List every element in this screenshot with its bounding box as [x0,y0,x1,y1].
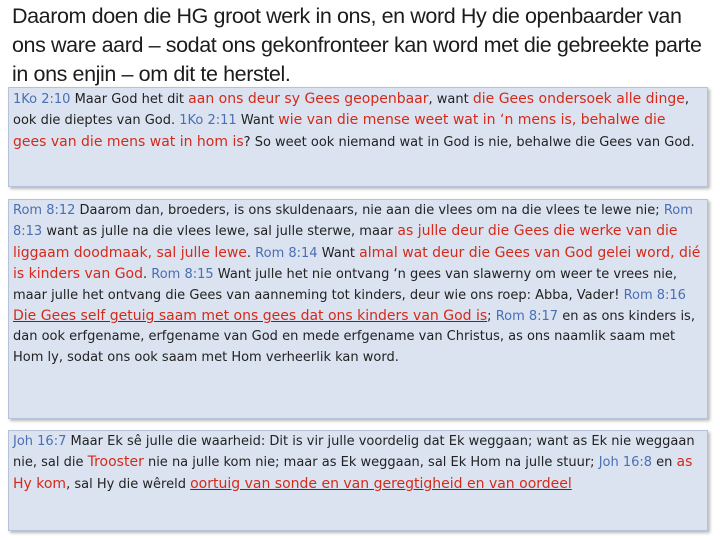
verse-text: . [246,245,256,261]
verse-text: , want [428,92,473,107]
verse-text: Want [240,113,279,129]
highlighted-underlined-phrase: oortuig van sonde en van geregtigheid en van oordeel [190,475,572,492]
verse-reference: Rom 8:15 [151,267,218,283]
slide-title: Daarom doen die HG groot werk in ons, en word Hy die openbaarder van ons ware aard – sodat ons gekonfronteer kan word met die gebreekte parte in ons enjin – om dit te herstel. [12,4,702,86]
verse-reference: Joh 16:7 [13,434,71,449]
verse-reference: 1Ko 2:10 [13,92,75,107]
verse-text: Want julle het nie ontvang ‘n gees van slawerny om weer te vrees nie, maar julle het ontvang die Gees van aanneming tot kinders, deur wie ons roep: Abba, Vader! [13,267,678,303]
scripture-box-2 [8,199,708,419]
passage-text [13,89,703,153]
verse-text: nie na julle kom nie; maar as Ek weggaan, sal Ek Hom na julle stuur; [143,455,599,471]
verse-reference: Rom 8:12 [13,203,80,218]
passage-text [13,201,703,368]
highlighted-phrase: almal wat deur die Gees van God gelei word, dié is kinders van God [13,244,701,283]
verse-text: want as julle na die vlees lewe, sal julle sterwe, maar [46,224,398,240]
verse-text: . [143,267,152,283]
verse-text: Maar Ek sê julle die waarheid: Dit is vir julle voordelig dat Ek weggaan; want as Ek nie weggaan nie, sal die [13,434,695,471]
highlighted-phrase: Trooster [87,454,144,471]
verse-text: ? So weet ook niemand wat in God is nie, behalwe die Gees van God. [243,134,695,150]
highlighted-phrase: as julle deur die Gees die werke van die liggaam doodmaak, sal julle lewe [13,223,678,261]
scripture-box-1 [8,87,708,187]
verse-text: , sal Hy die wêreld [66,476,191,492]
verse-text: Want [321,245,360,261]
verse-text: en [656,455,677,471]
verse-reference: Rom 8:13 [13,203,693,240]
highlighted-underlined-phrase: Die Gees self getuig saam met ons gees dat ons kinders van God is [13,308,488,325]
verse-reference: 1Ko 2:11 [179,113,241,129]
verse-text: , ook die dieptes van God. [13,92,689,129]
scripture-box-3 [8,430,708,531]
verse-text: ; [487,309,496,325]
highlighted-phrase: wie van die mense weet wat in ‘n mens is, behalwe die gees van die mens wat in hom is [13,112,666,150]
verse-reference: Rom 8:16 [623,287,686,303]
highlighted-phrase: as Hy kom [13,454,693,492]
highlighted-phrase: die Gees ondersoek alle dinge [472,91,685,107]
highlighted-phrase: aan ons deur sy Gees geopenbaar [188,91,429,107]
verse-text: Daarom dan, broeders, is ons skuldenaars, nie aan die vlees om na die vlees te lewe nie; [79,203,664,218]
verse-text: en as ons kinders is, dan ook erfgename, erfgename van God en mede erfgename van Christus, as ons naamlik saam met Hom ly, sodat ons ook saam met Hom verheerlik kan word. [13,309,695,365]
verse-text: Maar God het dit [74,92,189,107]
verse-reference: Joh 16:8 [598,455,657,471]
passage-text [13,432,703,495]
verse-reference: Rom 8:14 [255,245,322,261]
verse-reference: Rom 8:17 [495,309,563,325]
